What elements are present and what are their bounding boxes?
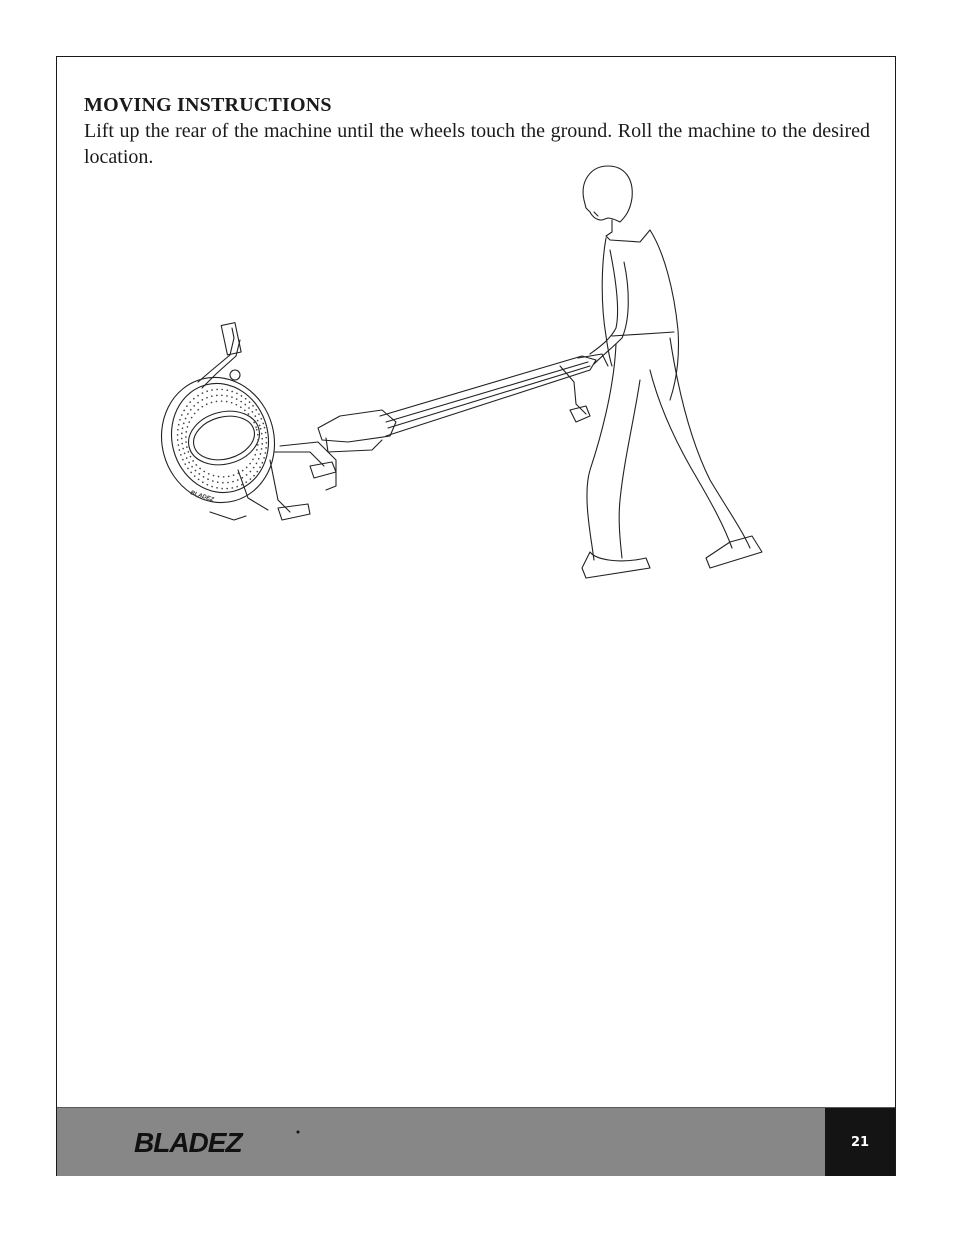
footer-bar xyxy=(57,1107,895,1176)
section-heading: MOVING INSTRUCTIONS xyxy=(84,94,332,116)
machine-label: BLADEZ xyxy=(189,490,215,504)
rail xyxy=(380,356,596,436)
foot-pedal xyxy=(278,504,310,520)
instruction-text: Lift up the rear of the machine until the wheels touch the ground. Roll the machine to the desired location. xyxy=(84,120,870,168)
moving-illustration xyxy=(150,160,790,590)
flywheel-vents xyxy=(167,379,278,498)
page-number-box xyxy=(825,1108,895,1176)
page-number: 21 xyxy=(850,1134,870,1150)
bladez-logo xyxy=(132,1126,302,1158)
man-figure xyxy=(582,166,762,578)
content-section xyxy=(84,92,870,170)
logo-wordmark: BLADEZ xyxy=(134,1127,242,1158)
